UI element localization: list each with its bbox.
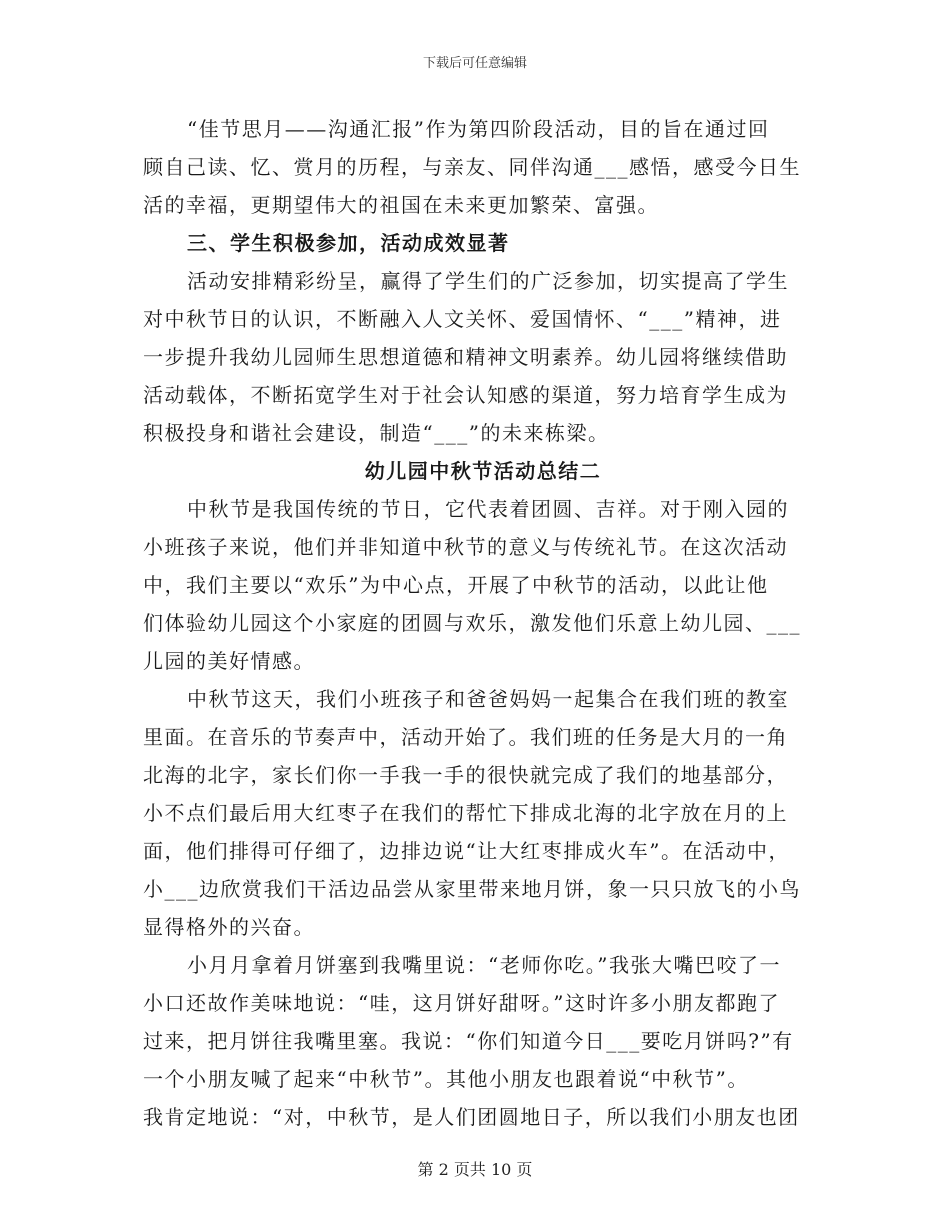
text-line: 对中秋节日的认识，不断融入人文关怀、爱国情怀、“___”精神，进	[143, 307, 782, 331]
document-body	[143, 110, 823, 1136]
section-title: 幼儿园中秋节活动总结二	[364, 459, 602, 483]
text-line: 小不点们最后用大红枣子在我们的帮忙下排成北海的北字放在月的上	[143, 801, 788, 825]
text-line: 们体验幼儿园这个小家庭的团圆与欢乐，激发他们乐意上幼儿园、___	[143, 611, 801, 635]
text-line: 活动载体，不断拓宽学生对于社会认知感的渠道，努力培育学生成为	[143, 383, 788, 407]
text-line: 北海的北字，家长们你一手我一手的很快就完成了我们的地基部分，	[143, 763, 788, 787]
text-line: 中，我们主要以“欢乐”为中心点，开展了中秋节的活动，以此让他	[143, 573, 769, 597]
text-line: 儿园的美好情感。	[143, 649, 315, 673]
text-line: 一步提升我幼儿园师生思想道德和精神文明素养。幼儿园将继续借助	[143, 345, 788, 369]
section-heading: 三、学生积极参加，活动成效显著	[187, 231, 510, 255]
text-line: 活动安排精彩纷呈，赢得了学生们的广泛参加，切实提高了学生	[187, 269, 789, 293]
page-footer: 第 2 页共 10 页	[417, 1160, 533, 1179]
text-line: 过来，把月饼往我嘴里塞。我说：“你们知道今日___要吃月饼吗?”有	[143, 1029, 794, 1053]
text-line: 小口还故作美味地说：“哇，这月饼好甜呀。”这时许多小朋友都跑了	[143, 991, 780, 1015]
text-line: 积极投身和谐社会建设，制造“___”的未来栋梁。	[143, 421, 610, 445]
text-line: 小月月拿着月饼塞到我嘴里说：“老师你吃。”我张大嘴巴咬了一	[187, 953, 781, 977]
text-line: 活的幸福，更期望伟大的祖国在未来更加繁荣、富强。	[143, 193, 659, 217]
text-line: 中秋节是我国传统的节日，它代表着团圆、吉祥。对于刚入园的	[187, 497, 789, 521]
text-line: 小班孩子来说，他们并非知道中秋节的意义与传统礼节。在这次活动	[143, 535, 788, 559]
text-line: 小___边欣赏我们干活边品尝从家里带来地月饼，象一只只放飞的小鸟	[143, 877, 801, 901]
text-line: 中秋节这天，我们小班孩子和爸爸妈妈一起集合在我们班的教室	[187, 687, 789, 711]
text-line: 一个小朋友喊了起来“中秋节”。其他小朋友也跟着说“中秋节”。	[143, 1067, 749, 1091]
page-header: 下载后可任意编辑	[422, 56, 527, 71]
text-line: 显得格外的兴奋。	[143, 915, 315, 939]
text-line: 面，他们排得可仔细了，边排边说“让大红枣排成火车”。在活动中，	[143, 839, 790, 863]
text-line: 我肯定地说：“对，中秋节，是人们团圆地日子，所以我们小朋友也团	[143, 1105, 800, 1129]
text-line: 顾自己读、忆、赏月的历程，与亲友、同伴沟通___感悟，感受今日生	[143, 155, 801, 179]
text-line: 里面。在音乐的节奏声中，活动开始了。我们班的任务是大月的一角	[143, 725, 788, 749]
text-line: “佳节思月——沟通汇报”作为第四阶段活动，目的旨在通过回	[187, 117, 770, 141]
